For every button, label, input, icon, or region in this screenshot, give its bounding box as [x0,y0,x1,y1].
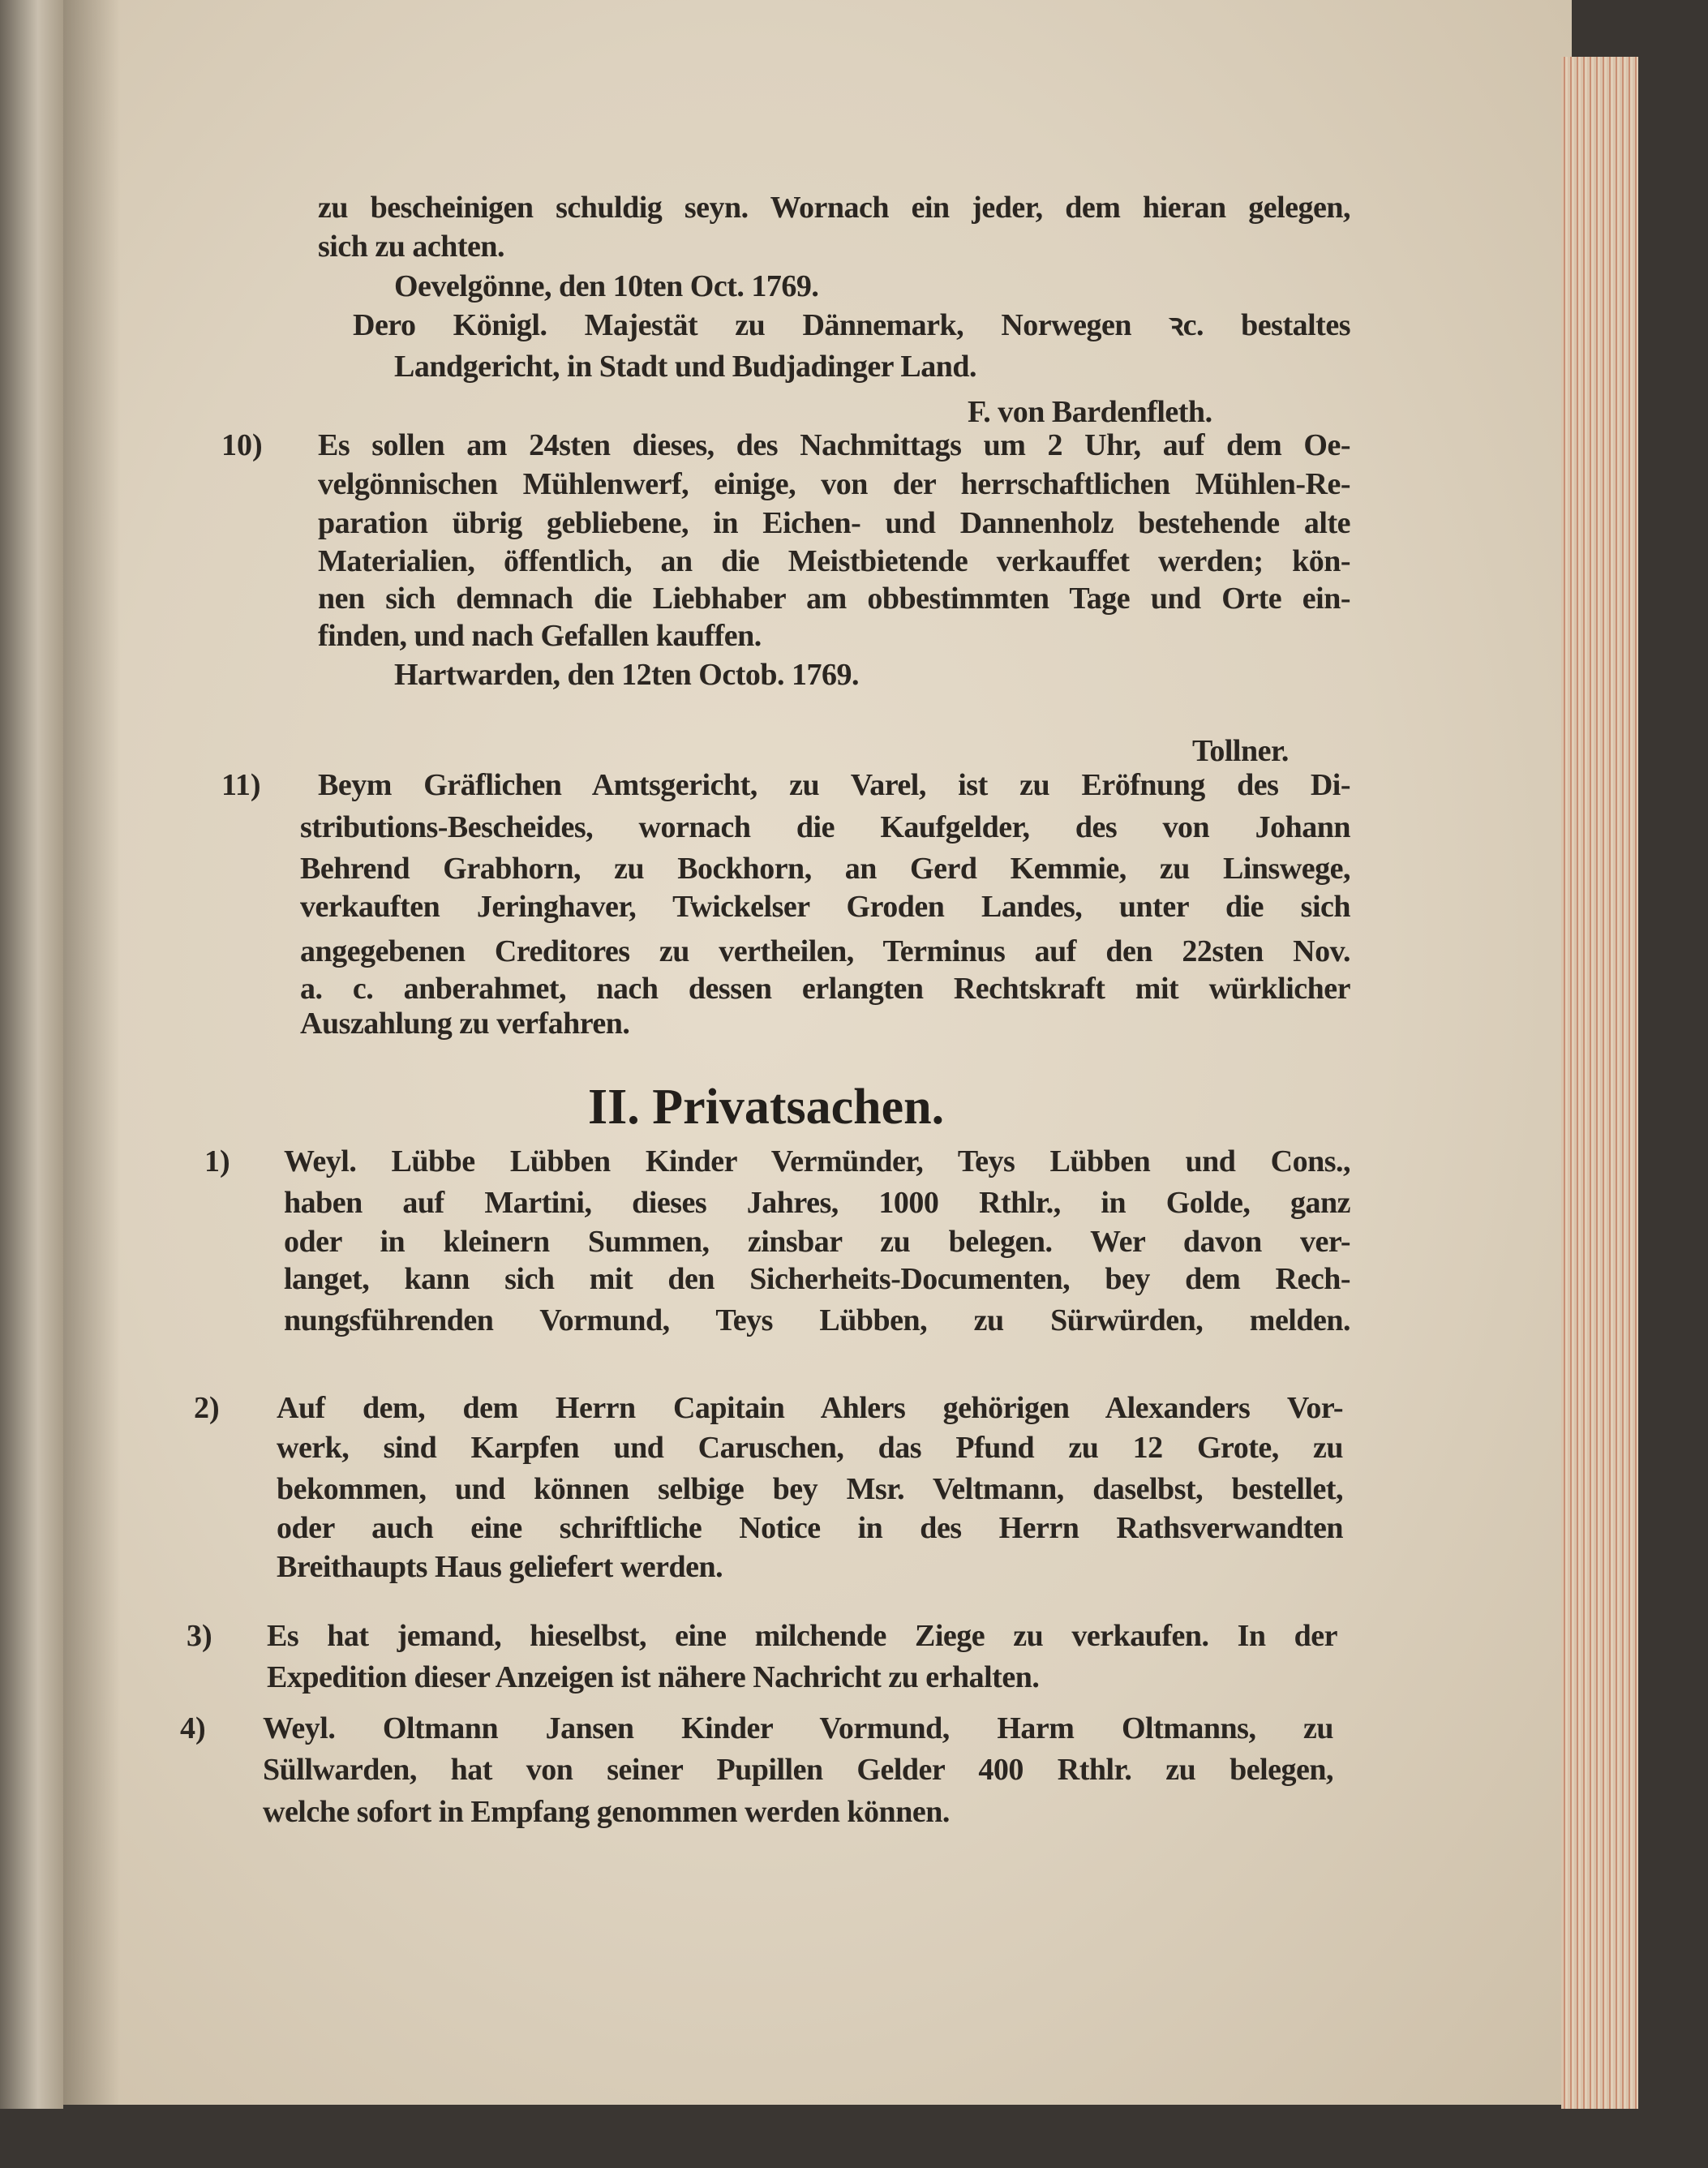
text-line: zu bescheinigen schuldig seyn. Wornach ein jeder, dem hieran gelegen, [318,191,1350,225]
text-line: Es sollen am 24sten dieses, des Nachmittags um 2 Uhr, auf dem Oe- [318,428,1350,462]
text-line: oder in kleinern Summen, zinsbar zu belegen. Wer davon ver- [284,1225,1350,1259]
facing-page-edge [0,0,63,2109]
text-line: Beym Gräflichen Amtsgericht, zu Varel, ist zu Eröfnung des Di- [318,768,1350,802]
signature: Tollner. [1192,734,1289,768]
text-line: Materialien, öffentlich, an die Meistbietende verkauffet werden; kön- [318,544,1350,578]
text-line: angegebenen Creditores zu vertheilen, Terminus auf den 22sten Nov. [300,934,1350,968]
text-line: Expedition dieser Anzeigen ist nähere Nachricht zu erhalten. [267,1660,1040,1694]
text-line: haben auf Martini, dieses Jahres, 1000 Rthlr., in Golde, ganz [284,1186,1350,1220]
page-gutter-shadow [63,0,120,2105]
item-number: 2) [194,1391,220,1425]
text-line: welche sofort in Empfang genommen werden können. [263,1795,950,1829]
text-line: Süllwarden, hat von seiner Pupillen Gelder 400 Rthlr. zu belegen, [263,1753,1333,1787]
signature: F. von Bardenfleth. [968,395,1212,429]
text-line: oder auch eine schriftliche Notice in des Herrn Rathsverwandten [277,1511,1343,1545]
text-line: finden, und nach Gefallen kauffen. [318,619,762,653]
item-number: 1) [204,1144,230,1178]
text-line: Es hat jemand, hieselbst, eine milchende Ziege zu verkaufen. In der [267,1619,1337,1653]
text-line: sich zu achten. [318,230,504,264]
item-number: 4) [180,1711,206,1745]
text-line: bekommen, und können selbige bey Msr. Veltmann, daselbst, bestellet, [277,1472,1343,1506]
page-stack-edges [1561,57,1638,2109]
item-number: 10) [221,428,263,462]
text-line: werk, sind Karpfen und Caruschen, das Pfund zu 12 Grote, zu [277,1431,1343,1465]
text-line: langet, kann sich mit den Sicherheits-Documenten, bey dem Rech- [284,1262,1350,1296]
text-line: stributions-Bescheides, wornach die Kaufgelder, des von Johann [300,810,1350,844]
text-line: verkauften Jeringhaver, Twickelser Groden Landes, unter die sich [300,890,1350,924]
text-line: velgönnischen Mühlenwerf, einige, von der herrschaftlichen Mühlen-Re- [318,467,1350,501]
place-date: Oevelgönne, den 10ten Oct. 1769. [394,269,819,303]
text-line: Behrend Grabhorn, zu Bockhorn, an Gerd Kemmie, zu Linswege, [300,852,1350,886]
authority-line: Landgericht, in Stadt und Budjadinger Land. [394,350,976,384]
item-number: 11) [221,768,261,802]
authority-line: Dero Königl. Majestät zu Dännemark, Norwegen ꝛc. bestaltes [353,308,1350,342]
text-line: Weyl. Oltmann Jansen Kinder Vormund, Harm Oltmanns, zu [263,1711,1333,1745]
text-line: paration übrig gebliebene, in Eichen- und Dannenholz bestehende alte [318,506,1350,540]
item-number: 3) [187,1619,212,1653]
text-line: nen sich demnach die Liebhaber am obbestimmten Tage und Orte ein- [318,582,1350,616]
text-line: Auf dem, dem Herrn Capitain Ahlers gehörigen Alexanders Vor- [277,1391,1343,1425]
text-line: Auszahlung zu verfahren. [300,1007,630,1041]
text-line: a. c. anberahmet, nach dessen erlangten Rechtskraft mit würklicher [300,972,1350,1006]
text-line: Weyl. Lübbe Lübben Kinder Vermünder, Teys Lübben und Cons., [284,1144,1350,1178]
section-heading: II. Privatsachen. [588,1080,945,1135]
text-line: nungsführenden Vormund, Teys Lübben, zu Sürwürden, melden. [284,1303,1350,1337]
text-line: Breithaupts Haus geliefert werden. [277,1550,723,1584]
place-date: Hartwarden, den 12ten Octob. 1769. [394,658,860,692]
